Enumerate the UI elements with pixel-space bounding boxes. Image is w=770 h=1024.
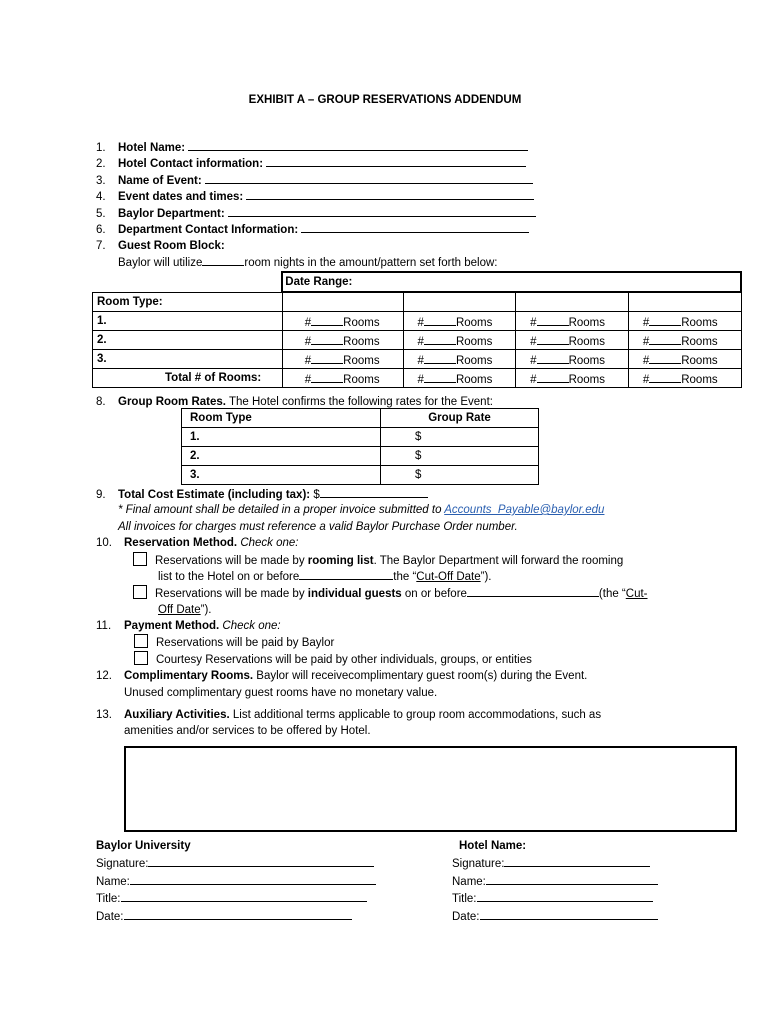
date-cell-1[interactable] <box>282 292 403 312</box>
rate-col-room-type: Room Type <box>182 409 381 428</box>
rooms-cell[interactable] <box>516 369 629 388</box>
department-contact-row: 6. Department Contact Information: <box>96 221 529 238</box>
rooms-hash: # <box>642 335 650 348</box>
rooms-count-field[interactable] <box>537 314 569 326</box>
rooms-label: Rooms <box>455 373 493 386</box>
date-cell-4[interactable] <box>628 292 741 312</box>
rooming-list-date-field[interactable] <box>299 568 393 580</box>
auxiliary-activities-row: 13. Auxiliary Activities. List additional terms applicable to group room accommodations, such as <box>96 709 602 721</box>
table-row <box>93 350 742 369</box>
individual-guests-cutoff: Off Date”). <box>158 604 212 616</box>
rooming-list-option: Reservations will be made by rooming list. The Baylor Department will forward the rooming <box>133 552 623 569</box>
table-row <box>93 331 742 350</box>
rooms-label: Rooms <box>681 373 718 386</box>
rooms-cell[interactable] <box>282 331 403 350</box>
guest-room-block-row: 7. Guest Room Block: <box>96 240 225 252</box>
rooms-label: Rooms <box>343 373 380 386</box>
document-title: EXHIBIT A – GROUP RESERVATIONS ADDENDUM <box>248 94 522 106</box>
rooms-count-field[interactable] <box>649 314 681 326</box>
baylor-name-field[interactable] <box>130 873 376 885</box>
rooms-label: Rooms <box>343 354 380 367</box>
rooms-cell[interactable] <box>628 350 741 369</box>
reservation-method-label: Reservation Method. <box>124 537 238 549</box>
auxiliary-activities-text2: amenities and/or services to be offered by Hotel. <box>124 725 371 737</box>
rooms-hash: # <box>642 373 650 386</box>
rooms-hash: # <box>642 316 650 329</box>
table-row: 1. $ <box>182 428 539 447</box>
rooms-cell[interactable] <box>403 331 516 350</box>
rooming-list-checkbox[interactable] <box>133 552 147 566</box>
rooms-count-field[interactable] <box>424 333 456 345</box>
room-type-1: 1. <box>93 312 283 331</box>
event-name-field[interactable] <box>205 172 533 184</box>
rooms-cell[interactable] <box>282 369 403 388</box>
payment-method-row: 11. Payment Method. Check one: <box>96 620 281 632</box>
event-name-row: 3. Name of Event: <box>96 172 533 189</box>
hotel-name-sig-row: Name: <box>452 873 658 892</box>
rooms-cell[interactable] <box>282 350 403 369</box>
purchase-order-note: All invoices for charges must reference a valid Baylor Purchase Order number. <box>118 521 518 533</box>
rooms-count-field[interactable] <box>311 352 343 364</box>
date-range-header: Date Range: <box>282 272 741 292</box>
guest-room-block-label: Guest Room Block: <box>118 240 225 252</box>
hotel-contact-row: 2. Hotel Contact information: <box>96 155 526 172</box>
rooms-label: Rooms <box>568 373 606 386</box>
rooms-hash: # <box>530 354 537 367</box>
courtesy-reservations-option: Courtesy Reservations will be paid by other individuals, groups, or entities <box>134 651 532 668</box>
hotel-contact-label: Hotel Contact information: <box>118 158 264 170</box>
rooms-cell[interactable] <box>516 350 629 369</box>
room-block-table <box>92 271 742 388</box>
rooms-hash: # <box>417 354 424 367</box>
total-cost-field[interactable] <box>320 486 428 498</box>
rooms-label: Rooms <box>681 335 718 348</box>
accounts-payable-link[interactable]: Accounts_Payable@baylor.edu <box>444 504 605 516</box>
date-cell-3[interactable] <box>516 292 629 312</box>
complimentary-rooms-row: 12. Complimentary Rooms. Baylor will receivecomplimentary guest room(s) during the Event. <box>96 670 588 682</box>
rooms-count-field[interactable] <box>649 333 681 345</box>
hotel-date-row: Date: <box>452 908 658 927</box>
rooms-count-field[interactable] <box>649 371 681 383</box>
rooms-count-field[interactable] <box>537 333 569 345</box>
rooms-count-field[interactable] <box>311 333 343 345</box>
rate-col-group-rate: Group Rate <box>381 409 539 428</box>
event-dates-row: 4. Event dates and times: <box>96 188 534 205</box>
event-name-label: Name of Event: <box>118 175 202 187</box>
rooms-hash: # <box>417 373 424 386</box>
group-room-rates-label: Group Room Rates. <box>118 396 226 408</box>
rooms-hash: # <box>530 373 537 386</box>
hotel-name-sig-field[interactable] <box>486 873 658 885</box>
paid-by-baylor-option: Reservations will be paid by Baylor <box>134 634 334 651</box>
rate-cell-1[interactable]: $ <box>381 428 539 447</box>
hotel-name-field[interactable] <box>188 139 528 151</box>
rooms-hash: # <box>304 316 312 329</box>
complimentary-rooms-label: Complimentary Rooms. <box>124 670 254 682</box>
hotel-signature-row: Signature: <box>452 855 650 874</box>
event-dates-label: Event dates and times: <box>118 191 244 203</box>
hotel-title-field[interactable] <box>477 890 653 902</box>
rooming-list-cutoff: list to the Hotel on or before the “Cut-Off Date”). <box>158 568 492 585</box>
rooms-label: Rooms <box>343 335 380 348</box>
baylor-date-field[interactable] <box>124 908 352 920</box>
rate-cell-2[interactable]: $ <box>381 447 539 466</box>
auxiliary-activities-label: Auxiliary Activities. <box>124 709 230 721</box>
table-row <box>93 312 742 331</box>
rooms-hash: # <box>530 316 537 329</box>
total-cost-row: 9. Total Cost Estimate (including tax): $ <box>96 486 428 503</box>
complimentary-rooms-note: Unused complimentary guest rooms have no monetary value. <box>124 687 438 699</box>
rooms-count-field[interactable] <box>537 352 569 364</box>
department-contact-field[interactable] <box>301 221 529 233</box>
rooms-label: Rooms <box>343 316 380 329</box>
rooms-hash: # <box>304 373 312 386</box>
rooms-label: Rooms <box>455 335 493 348</box>
baylor-signature-row: Signature: <box>96 855 374 874</box>
rooms-hash: # <box>304 335 312 348</box>
room-nights-line: Baylor will utilize room nights in the amount/pattern set forth below: <box>118 254 498 271</box>
department-label: Baylor Department: <box>118 208 225 220</box>
room-type-header: Room Type: <box>93 292 283 312</box>
courtesy-reservations-checkbox[interactable] <box>134 651 148 665</box>
rooms-label: Rooms <box>681 316 718 329</box>
rooms-label: Rooms <box>455 354 493 367</box>
rooms-count-field[interactable] <box>424 352 456 364</box>
baylor-date-row: Date: <box>96 908 352 927</box>
table-row: 3. $ <box>182 466 539 485</box>
rooms-cell[interactable] <box>403 369 516 388</box>
event-dates-field[interactable] <box>246 188 534 200</box>
reservation-method-row: 10. Reservation Method. Check one: <box>96 537 299 549</box>
table-row: 2. $ <box>182 447 539 466</box>
table-row <box>93 369 742 388</box>
payment-method-label: Payment Method. <box>124 620 220 632</box>
room-nights-field[interactable] <box>202 254 244 266</box>
baylor-title-row: Title: <box>96 890 367 909</box>
department-field[interactable] <box>228 205 536 217</box>
baylor-university-heading: Baylor University <box>96 840 191 852</box>
rooms-count-field[interactable] <box>649 352 681 364</box>
rooms-label: Rooms <box>681 354 718 367</box>
hotel-name-label: Hotel Name: <box>118 142 186 154</box>
total-cost-label: Total Cost Estimate (including tax): <box>118 489 311 501</box>
rooms-label: Rooms <box>568 354 606 367</box>
rooms-count-field[interactable] <box>424 371 456 383</box>
rooms-count-field[interactable] <box>537 371 569 383</box>
rate-cell-3[interactable]: $ <box>381 466 539 485</box>
rooms-cell[interactable] <box>628 312 741 331</box>
rooms-count-field[interactable] <box>311 371 343 383</box>
department-row: 5. Baylor Department: <box>96 205 536 222</box>
total-rooms-label: Total # of Rooms: <box>93 369 283 388</box>
rooms-hash: # <box>304 354 312 367</box>
hotel-signature-field[interactable] <box>504 855 650 867</box>
individual-guests-checkbox[interactable] <box>133 585 147 599</box>
rate-table <box>181 408 539 485</box>
individual-guests-date-field[interactable] <box>467 585 599 597</box>
auxiliary-activities-box[interactable] <box>124 746 737 832</box>
department-contact-label: Department Contact Information: <box>118 224 299 236</box>
rooms-label: Rooms <box>568 316 606 329</box>
baylor-signature-field[interactable] <box>148 855 374 867</box>
rooms-cell[interactable] <box>628 331 741 350</box>
rooms-hash: # <box>530 335 537 348</box>
paid-by-baylor-checkbox[interactable] <box>134 634 148 648</box>
group-room-rates-row: 8. Group Room Rates. The Hotel confirms the following rates for the Event: <box>96 396 493 408</box>
rooms-hash: # <box>417 335 424 348</box>
rooms-hash: # <box>642 354 650 367</box>
date-cell-2[interactable] <box>403 292 516 312</box>
rooms-count-field[interactable] <box>424 314 456 326</box>
rooms-label: Rooms <box>568 335 606 348</box>
hotel-name-heading: Hotel Name: <box>459 840 527 852</box>
rooms-cell[interactable] <box>516 312 629 331</box>
individual-guests-option: Reservations will be made by individual guests on or before (the “Cut- <box>133 585 648 602</box>
rooms-cell[interactable] <box>628 369 741 388</box>
hotel-contact-field[interactable] <box>266 155 526 167</box>
hotel-name-row: 1. Hotel Name: <box>96 139 528 156</box>
hotel-title-row: Title: <box>452 890 653 909</box>
rooms-cell[interactable] <box>403 312 516 331</box>
rooms-cell[interactable] <box>516 331 629 350</box>
rooms-cell[interactable] <box>403 350 516 369</box>
room-type-3: 3. <box>93 350 283 369</box>
baylor-title-field[interactable] <box>121 890 367 902</box>
rooms-cell[interactable] <box>282 312 403 331</box>
rooms-hash: # <box>417 316 424 329</box>
room-type-2: 2. <box>93 331 283 350</box>
hotel-date-field[interactable] <box>480 908 658 920</box>
invoice-note: * Final amount shall be detailed in a proper invoice submitted to Accounts_Payable@baylor.edu <box>118 504 605 516</box>
baylor-name-row: Name: <box>96 873 376 892</box>
rooms-count-field[interactable] <box>311 314 343 326</box>
rooms-label: Rooms <box>455 316 493 329</box>
